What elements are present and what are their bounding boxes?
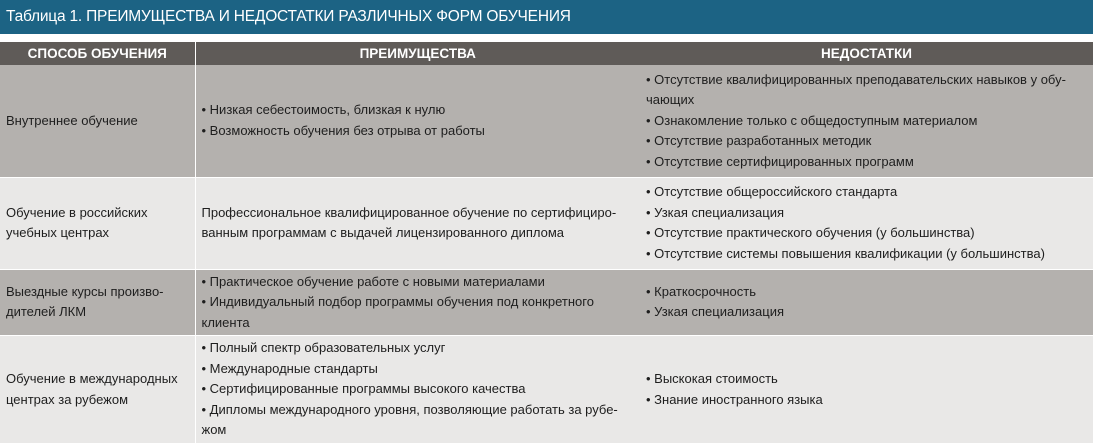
method-label-line: Выездные курсы произво- — [6, 283, 164, 299]
disadvantages-cell — [640, 336, 1093, 444]
list-item: • Знание иностранного языка — [646, 391, 823, 407]
method-label-line: центрах за рубежом — [6, 391, 129, 407]
method-label-line: Обучение в международных — [6, 371, 178, 386]
list-item: клиента — [201, 314, 250, 330]
table-title: Таблица 1. ПРЕИМУЩЕСТВА И НЕДОСТАТКИ РАЗЛИЧНЫХ ФОРМ ОБУЧЕНИЯ — [0, 0, 1093, 34]
advantages-list — [202, 272, 635, 334]
disadvantages-list — [646, 182, 1087, 264]
advantages-cell — [195, 65, 640, 177]
list-item: жом — [201, 422, 227, 438]
list-item: • Отсутствие квалифицированных преподавательских навыков у обу- — [646, 71, 1066, 87]
disadvantages-list — [646, 369, 1087, 410]
list-item: • Узкая специализация — [646, 204, 784, 220]
advantages-list — [202, 338, 635, 441]
disadvantages-cell — [640, 177, 1093, 269]
list-item: • Индивидуальный подбор программы обучения под конкретного — [201, 294, 594, 309]
advantages-text-line: Профессиональное квалифицированное обучение по сертифициро- — [201, 204, 617, 220]
header-disadvantages: НЕДОСТАТКИ — [640, 42, 1093, 65]
list-item: • Возможность обучения без отрыва от работы — [201, 122, 485, 138]
advantages-text-line: ванным программам с выдачей лицензированного диплома — [201, 225, 564, 240]
header-method: СПОСОБ ОБУЧЕНИЯ — [0, 42, 195, 65]
header-advantages: ПРЕИМУЩЕСТВА — [195, 42, 640, 65]
list-item: • Отсутствие разработанных методик — [646, 133, 872, 148]
advantages-cell — [195, 269, 640, 336]
header-row — [0, 42, 1093, 65]
disadvantages-list — [646, 282, 1087, 323]
list-item: • Сертифицированные программы высокого качества — [201, 381, 526, 397]
method-cell — [0, 269, 195, 336]
disadvantages-cell — [640, 269, 1093, 336]
list-item: • Отсутствие общероссийского стандарта — [646, 184, 898, 199]
table-row — [0, 269, 1093, 336]
list-item: • Выскокая стоимость — [646, 371, 778, 386]
disadvantages-list — [646, 70, 1087, 173]
list-item: чающих — [646, 92, 695, 107]
list-item: • Международные стандарты — [201, 360, 378, 376]
method-label-line: дителей ЛКМ — [6, 304, 87, 320]
advantages-cell — [195, 177, 640, 269]
advantages-list — [202, 100, 635, 141]
table-row — [0, 177, 1093, 269]
method-label: Внутреннее обучение — [6, 112, 138, 128]
list-item: • Низкая себестоимость, близкая к нулю — [201, 102, 446, 118]
method-label-line: Обучение в российских — [6, 204, 148, 220]
method-cell — [0, 65, 195, 177]
list-item: • Отсутствие системы повышения квалификации (у большинства) — [646, 245, 1045, 261]
table-row — [0, 336, 1093, 444]
list-item: • Отсутствие сертифицированных программ — [646, 153, 914, 169]
advantages-cell — [195, 336, 640, 444]
method-cell — [0, 177, 195, 269]
method-label-line: учебных центрах — [6, 225, 110, 240]
list-item: • Практическое обучение работе с новыми материалами — [201, 273, 545, 289]
disadvantages-cell — [640, 65, 1093, 177]
list-item: • Отсутствие практического обучения (у большинства) — [646, 225, 975, 240]
method-cell — [0, 336, 195, 444]
list-item: • Дипломы международного уровня, позволяющие работать за рубе- — [201, 401, 618, 417]
list-item: • Узкая специализация — [646, 304, 784, 320]
title-gap — [0, 34, 1093, 42]
list-item: • Краткосрочность — [646, 283, 757, 299]
list-item: • Ознакомление только с общедоступным материалом — [646, 112, 978, 128]
list-item: • Полный спектр образовательных услуг — [201, 340, 446, 356]
table-row — [0, 65, 1093, 177]
comparison-table — [0, 42, 1093, 444]
